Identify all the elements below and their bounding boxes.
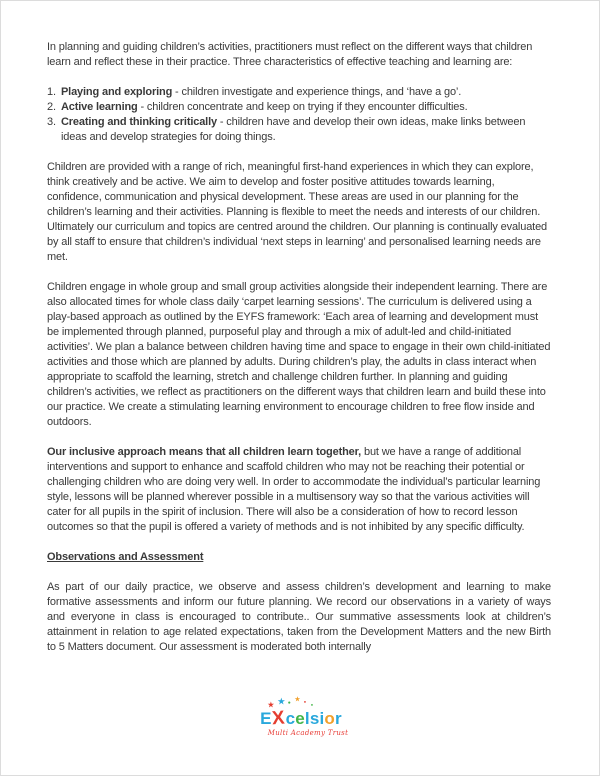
section-heading-observations: Observations and Assessment <box>47 551 204 563</box>
star-icon: ● <box>303 699 307 704</box>
star-icon: ★ <box>294 697 301 703</box>
star-icon: ★ <box>277 697 286 706</box>
paragraph-inclusive <box>47 445 551 535</box>
list-item <box>47 85 551 100</box>
logo-letter: E <box>260 709 272 728</box>
logo-tagline: Multi Academy Trust <box>267 729 349 737</box>
logo-letter: r <box>335 709 342 728</box>
star-icon: ★ <box>267 702 275 709</box>
logo-letter: i <box>319 709 325 728</box>
list-item-desc: - children investigate and experience things, and ‘have a go’. <box>172 86 462 98</box>
paragraph-experiences: Children are provided with a range of rich, meaningful first-hand experiences in which they can explore, think creatively and be active. We aim to develop and foster positive attitudes towards learning, confidence, communication and physical development. These areas are used in our planning for the children’s learning and their activities. Planning is flexible to meet the needs and interests of our children. Ultimately our curriculum and topics are centred around the children. Our planning is continually evaluated by all staff to ensure that children’s individual ‘next steps in learning’ and personalised learning needs are met. <box>47 161 548 263</box>
star-icon: ● <box>287 700 292 706</box>
list-item <box>47 115 551 145</box>
logo-figure-x-icon: X <box>271 707 286 730</box>
list-item-term: Playing and exploring <box>61 86 173 98</box>
characteristics-list <box>47 85 551 145</box>
list-item <box>47 100 551 115</box>
list-item-text <box>61 100 551 115</box>
list-item-term: Active learning <box>61 101 138 113</box>
list-item-desc: - children have and develop their own ideas, make links between ideas and develop strategies for doing things. <box>61 116 526 143</box>
logo-sparkles <box>254 699 348 711</box>
paragraph-engagement: Children engage in whole group and small group activities alongside their independent learning. There are also allocated times for whole class daily ‘carpet learning sessions’. The curriculum is delivered using a play-based approach as outlined by the EYFS framework: ‘Each area of learning and development must be implemented through planned, purposeful play and through a mix of adult-led and child-initiated activities’. We plan a balance between children having time and space to engage in their own child-initiated activities and those which are planned by adults. During children’s play, the adults in class interact when appropriate to scaffold the learning, stretch and challenge children further. In planning and guiding children’s activities, we reflect as practitioners on the different ways that children learn and build these into our practice. We create a stimulating learning environment to encourage children to free flow inside and outdoors. <box>47 281 551 428</box>
excelsior-wordmark <box>254 697 348 730</box>
list-item-term: Creating and thinking critically <box>61 116 217 128</box>
list-item-number: 3. <box>47 116 56 128</box>
excelsior-logo-inner <box>254 697 349 738</box>
list-item-number: 2. <box>47 101 56 113</box>
paragraph-inclusive-rest: but we have a range of additional interventions and support to enhance and scaffold children who may not be reaching their potential or challenging children who are doing very well. In order to accommodate the individual’s particular learning style, lessons will be planned wherever possible in a multisensory way so that the various activities will cater for all pupils in the spirit of inclusion. There will also be a consideration of how to record lesson outcomes so that the pupil is offered a variety of methods and is not inhibited by any specific difficulty. <box>47 446 541 533</box>
logo-letter: o <box>324 709 335 728</box>
paragraph-assessment: As part of our daily practice, we observe and assess children’s development and learning to make formative assessments and inform our future planning. We record our observations in a variety of ways and everyone in class is encouraged to contribute.. Our summative assessments look at children’s attainment in relation to age related expectations, taken from the Development Matters and the new Birth to 5 Matters document. Our assessment is moderated both internally <box>47 581 551 653</box>
excelsior-logo <box>1 697 600 740</box>
list-item-desc: - children concentrate and keep on trying if they encounter difficulties. <box>137 101 468 113</box>
list-item-number: 1. <box>47 86 56 98</box>
paragraph-inclusive-lead: Our inclusive approach means that all children learn together, <box>47 446 362 458</box>
star-icon: ● <box>310 702 314 707</box>
logo-letter: l <box>304 709 310 728</box>
document-body <box>47 40 551 670</box>
list-item-text <box>61 85 551 100</box>
paragraph-intro: In planning and guiding children’s activities, practitioners must reflect on the different ways that children learn and reflect these in their practice. Three characteristics of effective teaching and learning are: <box>47 41 533 68</box>
list-item-text <box>61 115 551 145</box>
logo-letter: e <box>295 709 305 728</box>
logo-letter: c <box>285 709 296 728</box>
logo-letter: s <box>309 709 320 728</box>
